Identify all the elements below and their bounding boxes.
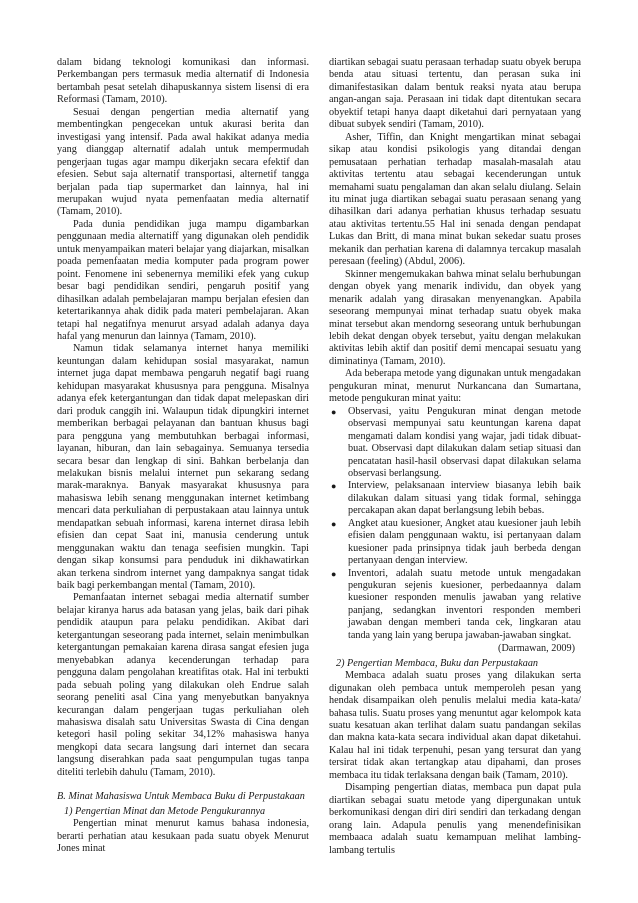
body-paragraph: Pengertian minat menurut kamus bahasa indonesia, berarti perhatian atau kesukaan pada suatu obyek Menurut Jones minat [57,818,309,855]
right-column [329,57,581,857]
body-paragraph: Disamping pengertian diatas, membaca pun dapat pula diartikan sebagai suatu metode yang dipergunakan untuk berkomunikasi dengan diri diri sendiri dan terkadang dengan orang lain. Adapula penulis yang menendefinisikan membaaca adalah suatu kemampuan melihat lambing-lambang tertulis [329,782,581,856]
bullet-icon: ● [331,406,337,417]
body-paragraph: Sesuai dengan pengertian media alternatif yang membentingkan pengecekan untuk akurasi berita dan investigasi yang intensif. Pada awal hakikat adanya media yang dianggap alternatif adalah untuk mempermudah pengerjaan tugas agar mampu dikerjakn secara efektif dan efesien. Sebut saja alternatif transportasi, alternetif tangga berjalan pada tiap supermarket dan lainnya, hal ini merupakan wujud nyata pemenfaatan media alternatif (Tamam, 2010). [57,106,309,218]
bullet-text: Inventori, adalah suatu metode untuk mengadakan pengukuran sejenis kuesioner, perbedaannya dalam kuesioner responden menulis jawaban yang relative panjang, sedangkan inventori responden memberi jawaban dengan memberi tanda cek, lingkaran atau tanda yang lain yang berupa jawaban-jawaban singkat. [348,567,581,641]
subsection-heading: 1) Pengertian Minat dan Metode Pengukurannya [64,805,266,817]
bullet-list [329,406,581,643]
section-heading: B. Minat Mahasiswa Untuk Membaca Buku di Perpustakaan [57,791,305,803]
bullet-item [329,518,581,568]
bullet-item [329,480,581,517]
bullet-icon: ● [331,568,337,579]
citation-source: (Darmawan, 2009) [498,643,575,655]
left-column [57,57,309,856]
body-paragraph: Asher, Tiffin, dan Knight mengartikan minat sebagai sikap atau kondisi psikologis yang ditandai dengan pemusataan perhatian terhadap masalah-masalah atau aktivitas tertentu atau sebagai kecenderungan untuk memahami suatu pengalaman dan akan selalu diulang. Selain itu minat juga diartikan sebagai suatu perasaan senang yang dihasilkan dari adanya perhatian khusus terhadap sesuatu atau aktivitas tertentu.55 Hal ini senada dengan pendapat Lukas dan Britt, di mana minat bukan sekedar suatu proses mekanik dan perhatian karena di dalamnya tercakup masalah peresaan (feeling) (Abdul, 2006). [329,131,581,268]
bullet-text: Angket atau kuesioner, Angket atau kuesioner jauh lebih efisien dalam penggunaan waktu, isi pertanyaan dalam kuesioner pada prinsipnya tidak jauh berbeda dengan pertanyaan dengan interview. [348,517,581,567]
bullet-item [329,568,581,643]
body-paragraph: dalam bidang teknologi komunikasi dan informasi. Perkembangan pers termasuk media alternatif di Indonesia bertambah pesat setelah dihapuskannya sistem lisensi di era Reformasi (Tamam, 2010). [57,57,309,106]
bullet-item [329,406,581,481]
bullet-icon: ● [331,518,337,529]
body-paragraph: Pemanfaatan internet sebagai media alternatif sumber belajar kiranya harus ada batasan yang jelas, baik dari pihak pendidik ataupun para pelaku pendidikan. Akibat dari ketergantungan seseorang pada internet, selain menimbulkan ketergantungan pemakaian karena dirasa sangat efesien juga menyebabkan adanya kecenderungan terhadap para pengguna dalam pengolahan kreatifitas otak. Hal ini terbukti pada sebuah poling yang dilakukan oleh Endrue salah seorang peneliti asal Cina yang menyebutkan banyaknya kecurangan dalam pengerjaan tugas perkuliahan oleh mahasiswa disalah satu Universitas Swasta di Cina dengan ketegori hasil poling sekitar 34,12% mahasiswa hanya mengkopi data secara langsung dari internet dan secara langsung diserahkan pada saat pengumpulan tugas tanpa diteliti terlebih dahulu (Tamam, 2010). [57,592,309,778]
body-paragraph: Namun tidak selamanya internet hanya memiliki keuntungan dalam kehidupan sosial masyarakat, namun internet juga dapat membawa pengaruh negatif bagi ruang kehidupan masyarakat khususnya para pengguna. Misalnya adanya efek ketergantungan dan tidak dapat melepaskan diri dari produk canggih ini. Walaupun tidak dipungkiri internet memberikan berbagai pelayanan dan bantuan khusus bagi para pengguna yang membutuhkan berbagai informasi, layanan, hiburan, dan lain sebagainya. Semuanya tersedia secara besar dan lengkap di sini. Bahkan berbelanja dan melakukan bisnis melalui internet pun sekarang sedang marak-maraknya. Banyak masyarakat khususnya para mahasiswa lebih senang menggunakan internet ketimbang mencari data perkuliahan di perpustakaan atau lainnya untuk mendapatkan sebuah informasi, karena internet dirasa lebih efisien dan cepat Saat ini, manusia cenderung untuk menggunakan waktu dan tenaga seefisien mungkin. Tapi dengan sikap konsumsi para penduduk ini dikhawatirkan akan terkena sindrom internet yang dampaknya sangat tidak baik bagi perkembangan mental (Tamam, 2010). [57,343,309,592]
body-paragraph: diartikan sebagai suatu perasaan terhadap suatu obyek berupa benda atau situasi tertentu, dan perasan suka ini dimanifestasikan dalam bentuk reaksi nyata atau berupa angan-angan saja. Perasaan ini tidak dapt ditentukan secara obyektif tetapi hanya daapt diketahui dari pernyataan yang dibuat subyek sendiri (Tamam, 2010). [329,57,581,131]
body-paragraph: Pada dunia pendidikan juga mampu digambarkan penggunaan media alternatiff yang digunakan oleh pendidik untuk menyampaikan materi belajar yang diajarkan, misalkan poada pemenfaatan media komputer pada program power point. Fenomene ini sebenernya memiliki efek yang cukup besar bagi pendidikan sendiri, pengaruh positif yang dihasilkan adalah pembelajaran mampu berjalan efesien dan ketertarikannya ahak didik pada materi pembelajaran. Akan tetapi hal negatifnya menurut arsyad adalah adanya daya hafal yang menurun dan lainnya (Tamam, 2010). [57,218,309,342]
subsection-heading: 2) Pengertian Membaca, Buku dan Perpustakaan [336,657,539,669]
bullet-text: Interview, pelaksanaan interview biasanya lebih baik dilakukan dalam situasi yang tidak formal, sehingga percakapan akan dapat berlangsung lebih bebas. [348,480,581,517]
body-paragraph: Ada beberapa metode yang digunakan untuk mengadakan pengukuran minat, menurut Nurkancana dan Sumartana, metode pengukuran minat yaitu: [329,368,581,405]
bullet-text: Observasi, yaitu Pengukuran minat dengan metode observasi mempunyai satu keuntungan karena dapat mengamati dalam kondisi yang wajar, jadi tidak dibuat-buat. Observasi dapt dilakukan dalam setiap situasi dan pencatatan hasil-hasil observasi dapat dilakukan selama observasi berlangsung. [348,405,581,479]
bullet-icon: ● [331,481,337,492]
body-paragraph: Membaca adalah suatu proses yang dilakukan serta digunakan oleh pembaca untuk memperoleh pesan yang hendak disampaikan oleh penulis melalui media kata-kata/ bahasa tulis. Suatu proses yang menuntut agar kelompok kata suatu kesatuan akan terlihat dalam suatu pandangan sekilas dan makna kata-kata secara individual akan dapat diketahui. Kalau hal ini tidak terpenuhi, pesan yang tersurat dan yang tersirat tidak akan tertangkap atau dipahami, dan proses membaca itu tidak terlaksana dengan baik (Tamam, 2010). [329,670,581,781]
body-paragraph: Skinner mengemukakan bahwa minat selalu berhubungan dengan obyek yang menarik individu, dan obyek yang menarik adalah yang dirasakan menyenangkan. Apabila seseorang mempunyai minat terhadap suatu obyek maka minat tersebut akan mendorng seseorang untuk berhubungan lebih dekat dengan obyek tersebut, yaitu dengan melakukan aktivitas lebih aktif dan positif demi mencapai sesuatu yang diminatinya (Tamam, 2010). [329,268,581,367]
